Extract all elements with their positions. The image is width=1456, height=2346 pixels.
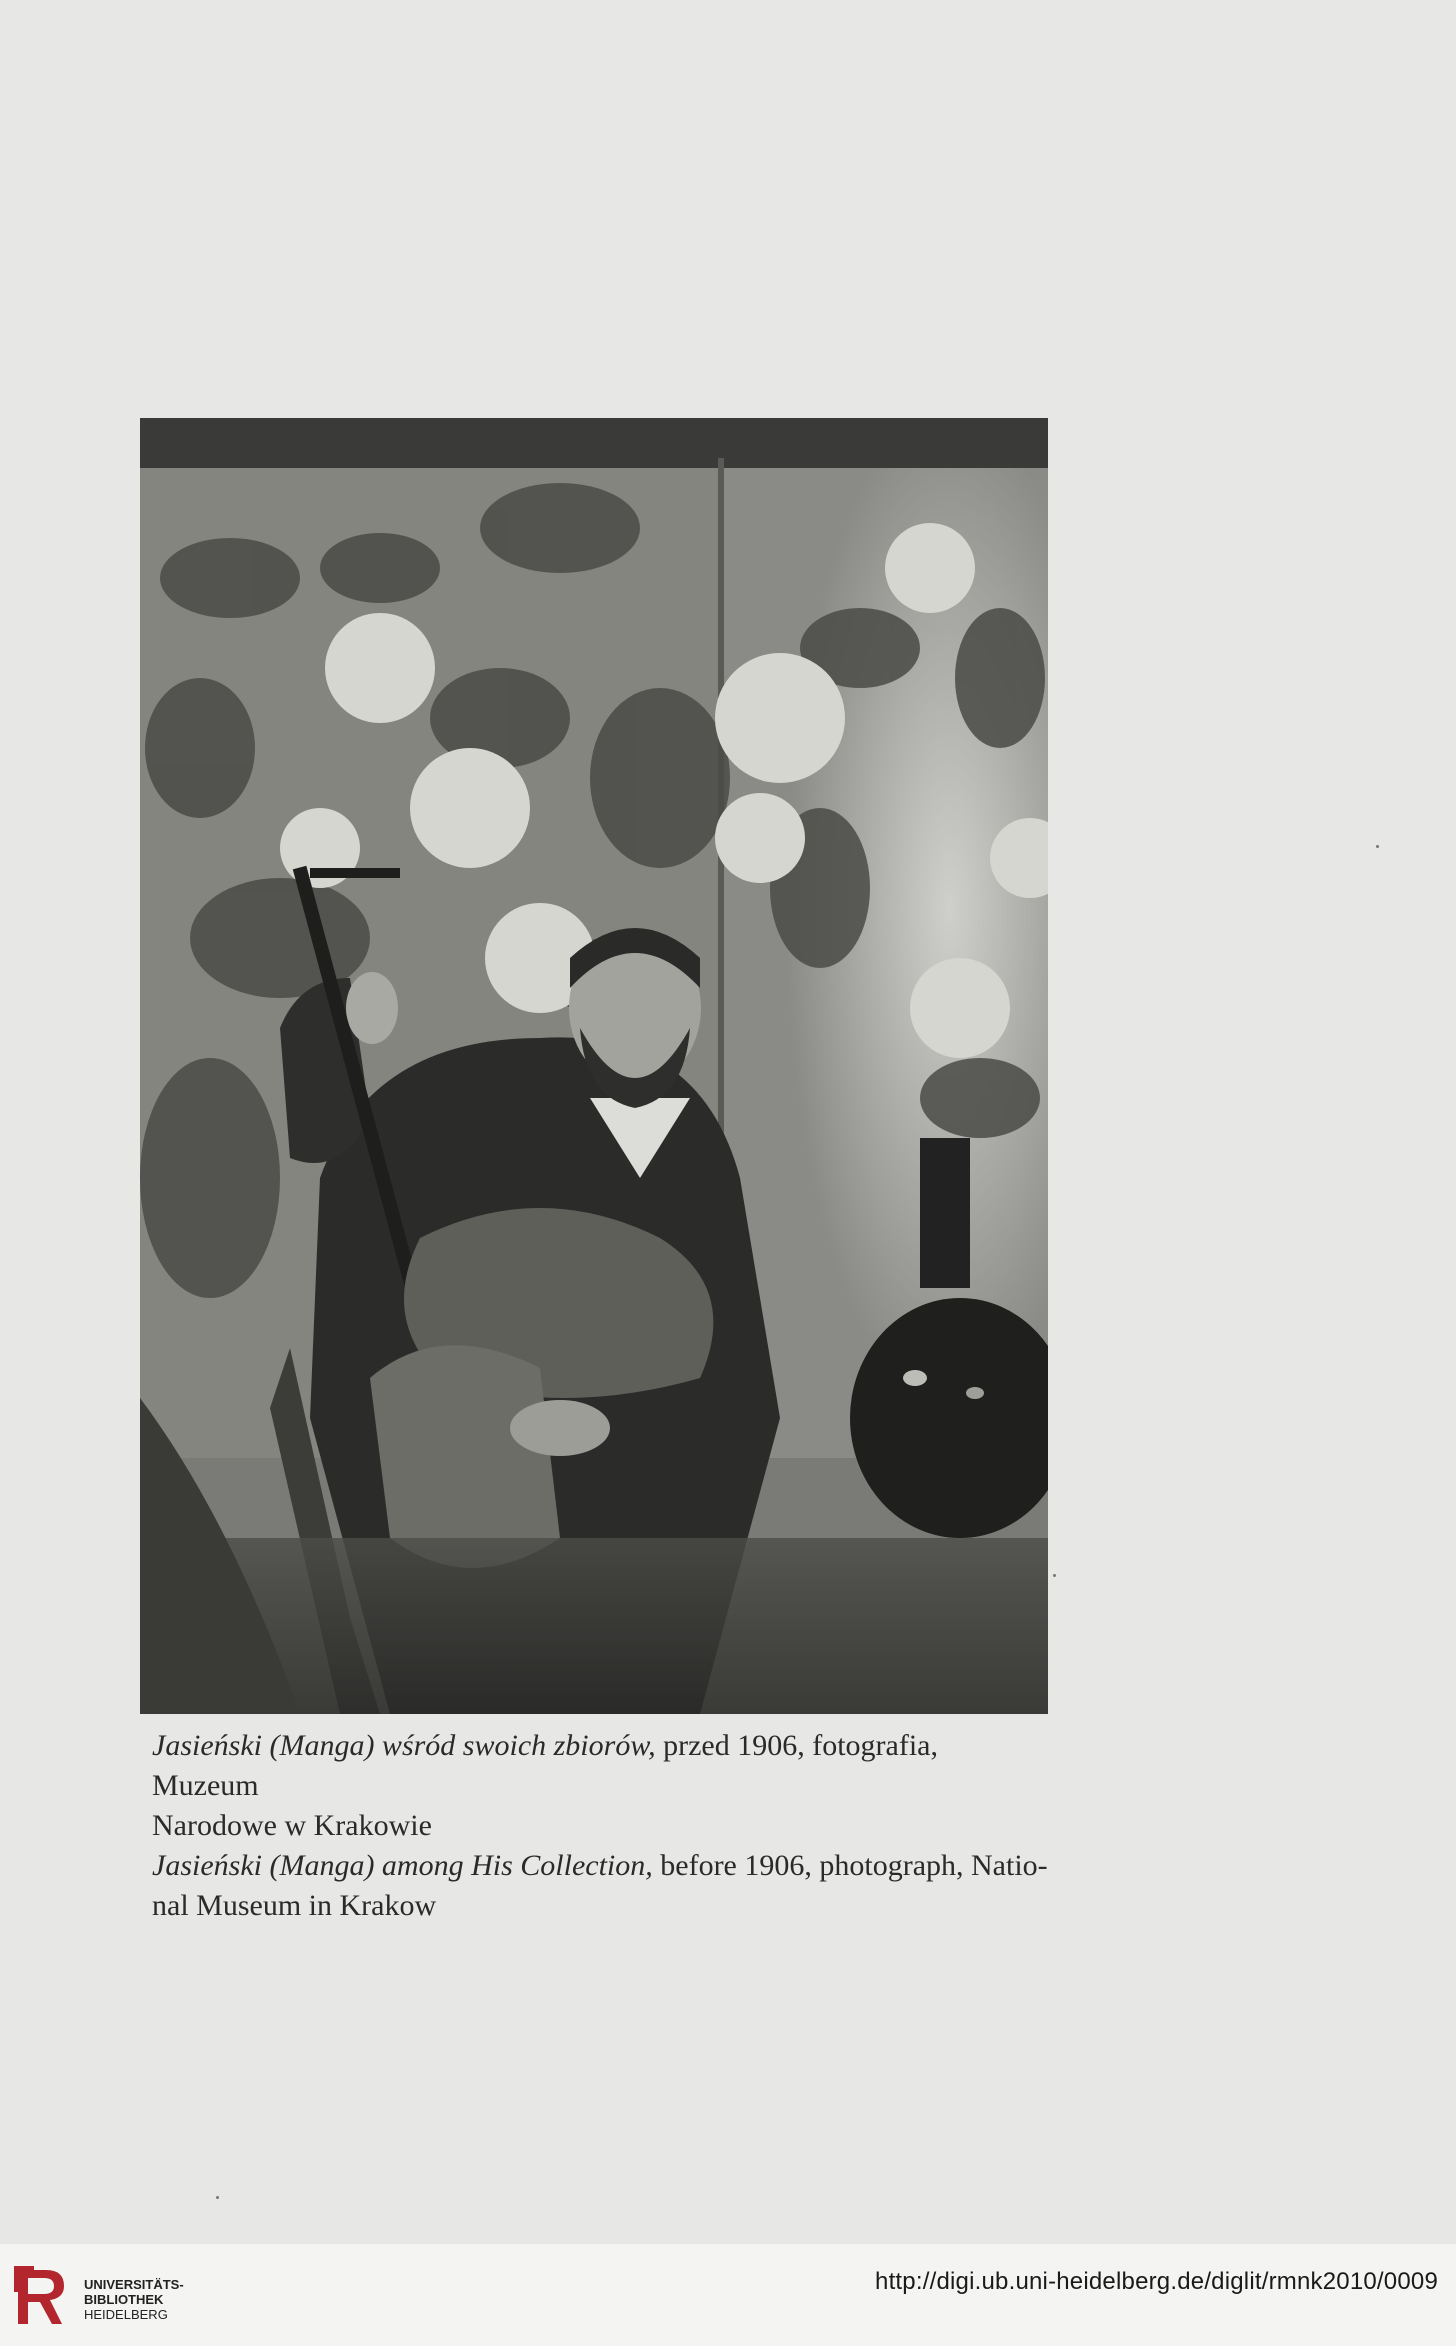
caption-english-line1 [152,1846,1052,1886]
library-logo-text [84,2277,184,2322]
library-logo[interactable] [14,2252,204,2338]
caption-polish-title: Jasieński (Manga) wśród swoich zbiorów, [152,1729,656,1762]
scan-speck [1053,1574,1056,1577]
footer-bar [0,2244,1456,2346]
photo-caption [152,1726,1052,1926]
caption-polish-line2: Narodowe w Krakowie [152,1809,432,1842]
caption-english-line2: nal Museum in Krakow [152,1889,437,1922]
caption-english-details: before 1906, photograph, Natio- [652,1849,1048,1882]
scan-speck [1376,845,1379,848]
caption-polish-details: przed 1906, fotografia, Muzeum [152,1729,939,1802]
logo-line-2: BIBLIOTHEK [84,2292,164,2307]
caption-polish-line1 [152,1726,1052,1806]
photograph [140,418,1048,1714]
source-url-link[interactable]: http://digi.ub.uni-heidelberg.de/diglit/rmnk2010/0009 [875,2268,1438,2295]
logo-line-3: HEIDELBERG [84,2307,168,2322]
caption-english-title: Jasieński (Manga) among His Collection, [152,1849,653,1882]
library-logo-icon [14,2262,72,2330]
scan-speck [216,2196,219,2199]
logo-line-1: UNIVERSITÄTS- [84,2277,184,2292]
photograph-image [140,418,1048,1714]
